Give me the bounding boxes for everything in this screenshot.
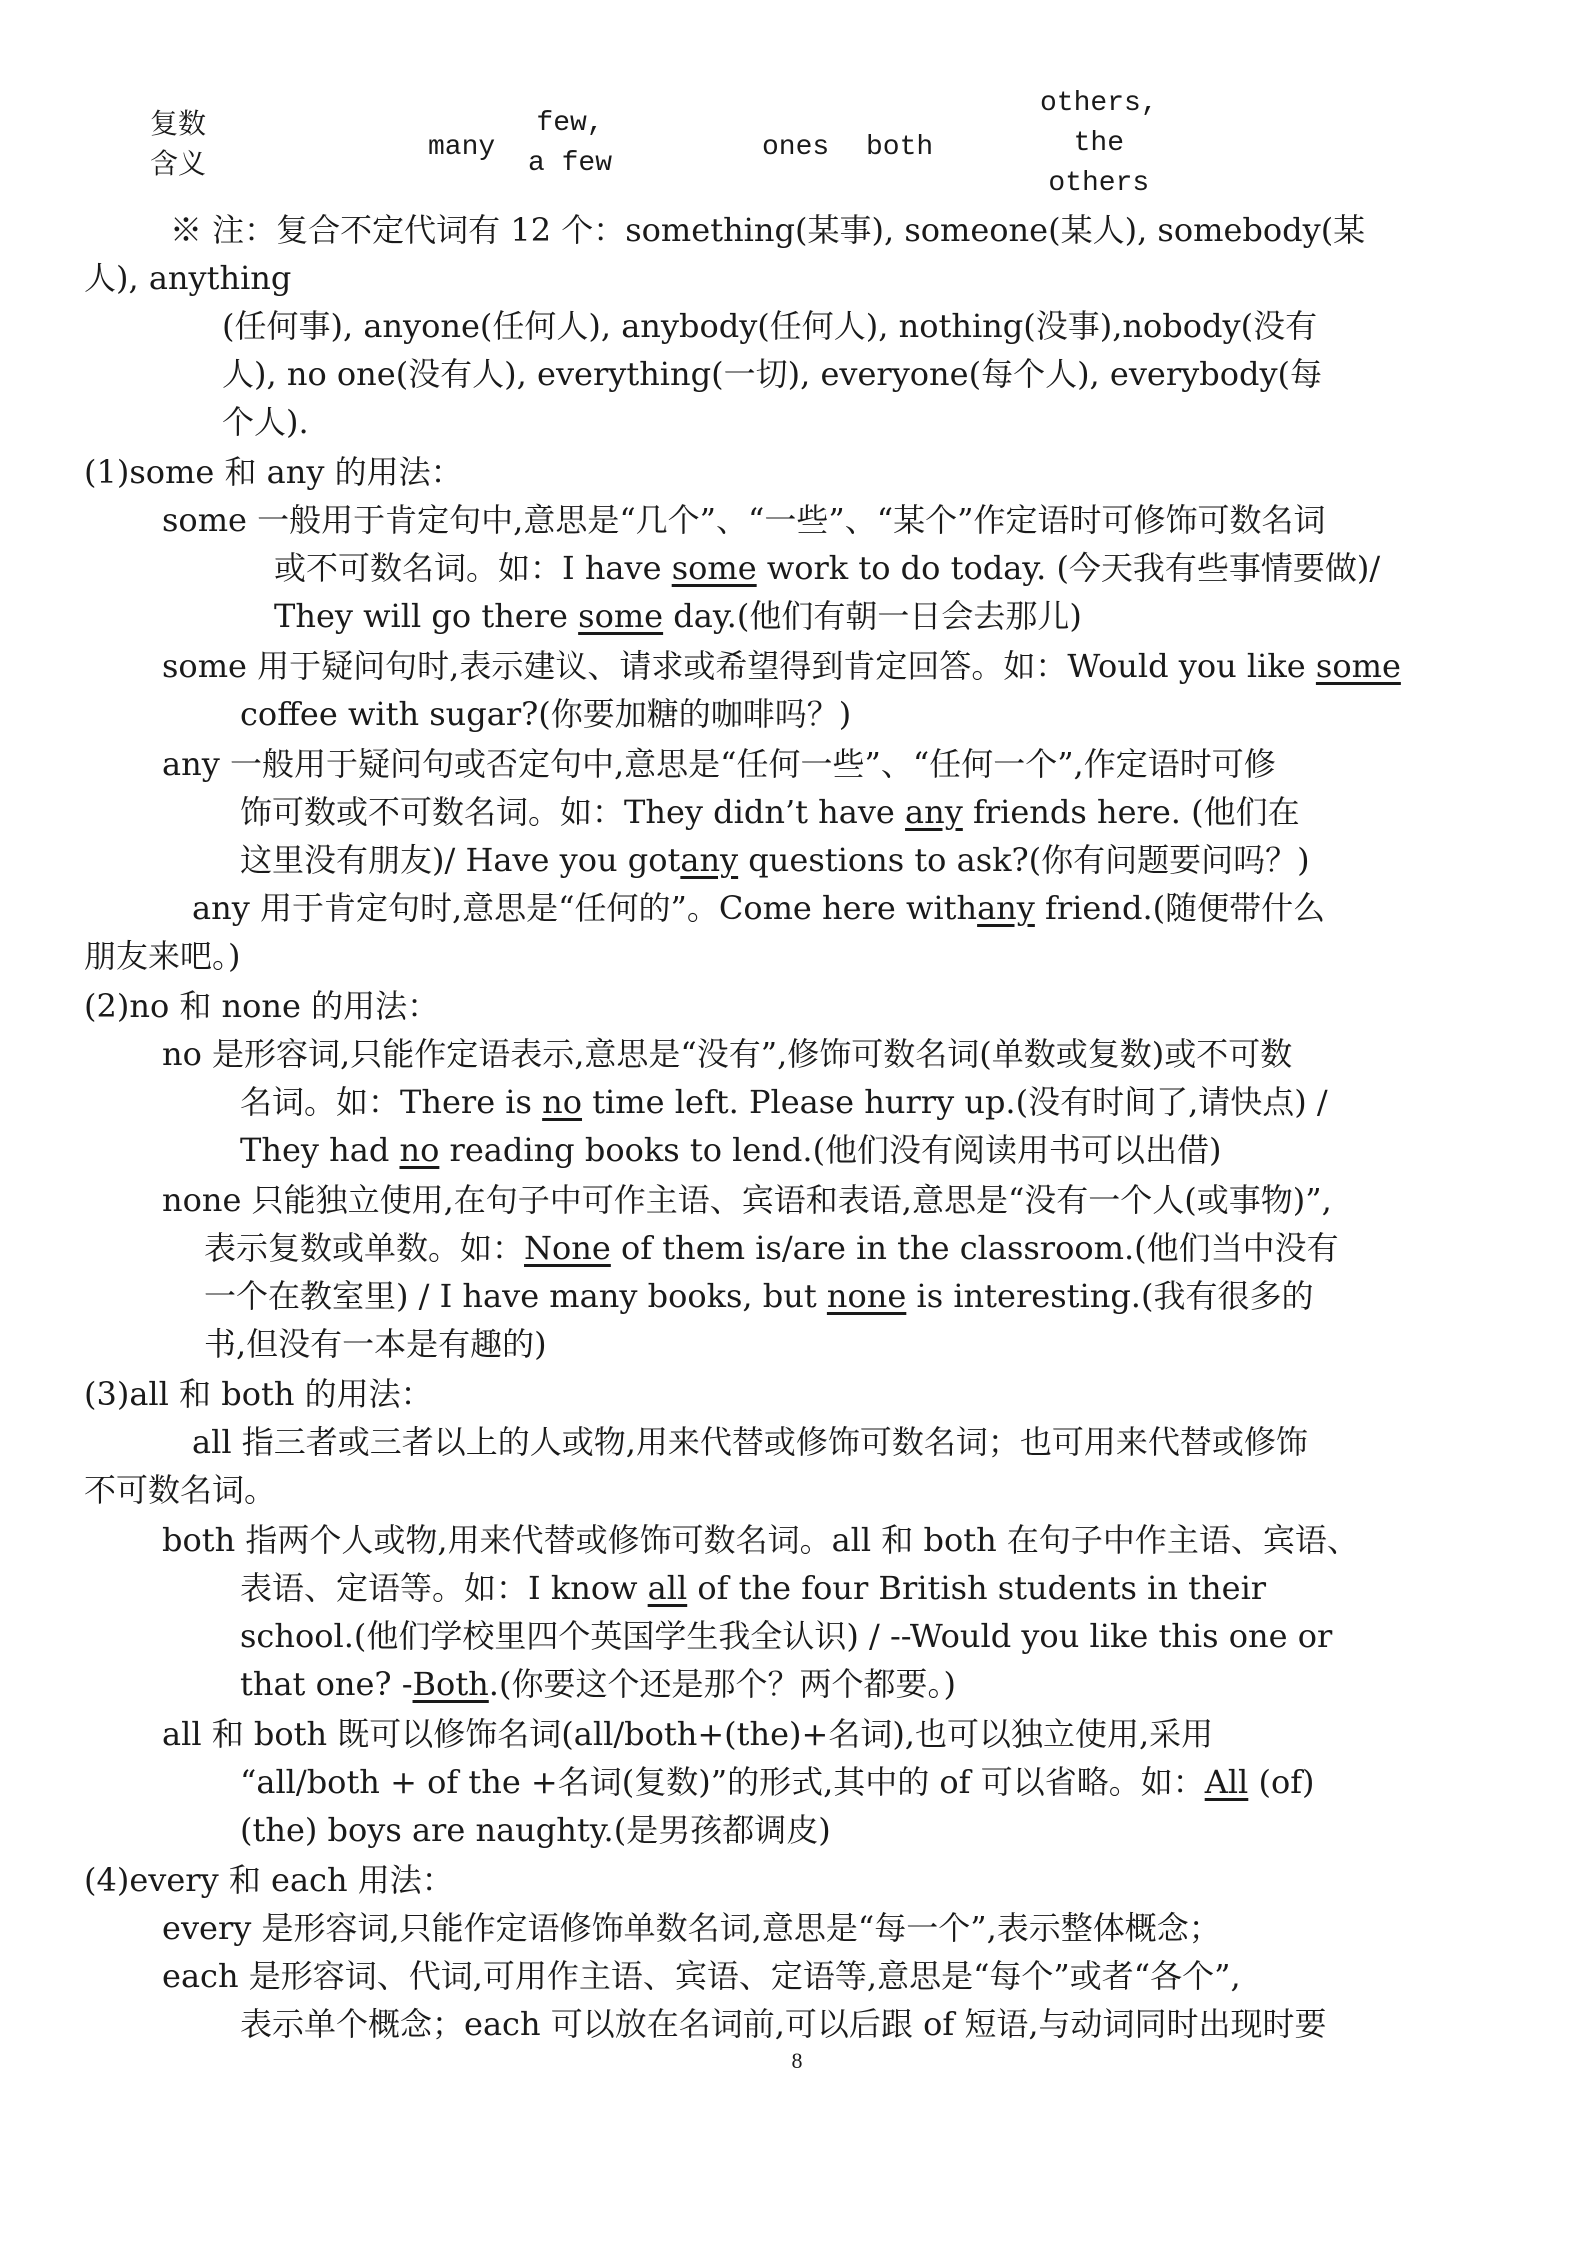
table-cell-many: many	[428, 132, 496, 163]
text-line: 表语、定语等。如：I know all of the four British students in their	[240, 1569, 1267, 1607]
page-number: 8	[791, 2048, 803, 2073]
text-line: 一个在教室里) / I have many books, but none is interesting.(我有很多的	[204, 1277, 1314, 1315]
text-line: 不可数名词。	[84, 1471, 277, 1509]
text-line: that one? -Both.(你要这个还是那个？两个都要。)	[240, 1665, 956, 1703]
text-line: all 和 both 既可以修饰名词(all/both+(the)+名词),也可以独立使用,采用	[162, 1715, 1214, 1753]
text-line: (the) boys are naughty.(是男孩都调皮)	[240, 1811, 831, 1849]
table-cell-line: the	[1073, 128, 1125, 159]
table-cell-line: a few	[528, 148, 613, 179]
section-title: (1)some 和 any 的用法：	[84, 453, 463, 491]
note-line: 人), anything	[84, 259, 292, 297]
table-cell-line: others,	[1040, 88, 1158, 119]
note-line: (任何事), anyone(任何人), anybody(任何人), nothing(没事),nobody(没有	[222, 307, 1318, 345]
text-line: no 是形容词,只能作定语表示,意思是“没有”,修饰可数名词(单数或复数)或不可数	[162, 1035, 1293, 1073]
underlined-word: none	[826, 1277, 907, 1315]
note-line: ※ 注：复合不定代词有 12 个：something(某事), someone(某人), somebody(某	[170, 211, 1366, 249]
text-line: some 一般用于肯定句中,意思是“几个”、“一些”、“某个”作定语时可修饰可数名词	[162, 501, 1326, 539]
underlined-word: any	[905, 793, 963, 831]
text-line: 表示单个概念；each 可以放在名词前,可以后跟 of 短语,与动词同时出现时要	[240, 2005, 1327, 2043]
underlined-word: All	[1204, 1763, 1249, 1801]
text-line: none 只能独立使用,在句子中可作主语、宾语和表语,意思是“没有一个人(或事物)”,	[162, 1181, 1332, 1219]
table-cell-others	[1040, 84, 1158, 204]
text-line: 饰可数或不可数名词。如：They didn’t have any friends here. (他们在	[240, 793, 1300, 831]
text-line: coffee with sugar?(你要加糖的咖啡吗？)	[240, 695, 852, 733]
text-line: 这里没有朋友)/ Have you gotany questions to ask?(你有问题要问吗？)	[240, 841, 1310, 879]
text-line: each 是形容词、代词,可用作主语、宾语、定语等,意思是“每个”或者“各个”,	[162, 1957, 1241, 1995]
table-head-line: 含义	[150, 147, 207, 180]
underlined-word: some	[578, 597, 664, 635]
text-line: 朋友来吧。)	[84, 937, 241, 975]
table-cell-ones: ones	[762, 132, 830, 163]
table-cell-few	[528, 104, 612, 184]
underlined-word: no	[399, 1131, 440, 1169]
underlined-word: any	[977, 889, 1035, 927]
table-cell-line: few,	[536, 108, 604, 139]
underlined-word: Both	[412, 1665, 489, 1703]
text-line: 名词。如：There is no time left. Please hurry up.(没有时间了,请快点) /	[240, 1083, 1328, 1121]
table-cell-line: others	[1048, 168, 1150, 199]
text-line: They had no reading books to lend.(他们没有阅读用书可以出借)	[240, 1131, 1222, 1169]
text-line: They will go there some day.(他们有朝一日会去那儿)	[274, 597, 1082, 635]
text-line: school.(他们学校里四个英国学生我全认识) / --Would you like this one or	[240, 1617, 1333, 1655]
text-line: both 指两个人或物,用来代替或修饰可数名词。all 和 both 在句子中作主语、宾语、	[162, 1521, 1359, 1559]
text-line: 或不可数名词。如：I have some work to do today. (今天我有些事情要做)/	[274, 549, 1381, 587]
text-line: all 指三者或三者以上的人或物,用来代替或修饰可数名词；也可用来代替或修饰	[192, 1423, 1308, 1461]
underlined-word: any	[680, 841, 739, 879]
section-title: (2)no 和 none 的用法：	[84, 987, 440, 1025]
table-head-line: 复数	[150, 107, 207, 140]
section-title: (4)every 和 each 用法：	[84, 1861, 454, 1899]
text-line: 表示复数或单数。如：None of them is/are in the classroom.(他们当中没有	[204, 1229, 1339, 1267]
text-line: 书,但没有一本是有趣的)	[204, 1325, 547, 1363]
underlined-word: some	[671, 549, 757, 587]
text-line: some 用于疑问句时,表示建议、请求或希望得到肯定回答。如：Would you like some	[162, 647, 1401, 685]
table-cell-both: both	[866, 132, 934, 163]
text-line: “all/both + of the +名词(复数)”的形式,其中的 of 可以省略。如：All (of)	[240, 1763, 1315, 1801]
note-line: 个人).	[222, 403, 309, 441]
underlined-word: some	[1315, 647, 1401, 685]
text-line: any 一般用于疑问句或否定句中,意思是“任何一些”、“任何一个”,作定语时可修	[162, 745, 1276, 783]
section-title: (3)all 和 both 的用法：	[84, 1375, 433, 1413]
underlined-word: no	[542, 1083, 583, 1121]
underlined-word: all	[647, 1569, 688, 1607]
note-line: 人), no one(没有人), everything(一切), everyone(每个人), everybody(每	[222, 355, 1323, 393]
text-line: every 是形容词,只能作定语修饰单数名词,意思是“每一个”,表示整体概念；	[162, 1909, 1221, 1947]
table-head-cell	[150, 104, 206, 184]
text-line: any 用于肯定句时,意思是“任何的”。Come here withany friend.(随便带什么	[192, 889, 1326, 927]
underlined-word: None	[524, 1229, 611, 1267]
